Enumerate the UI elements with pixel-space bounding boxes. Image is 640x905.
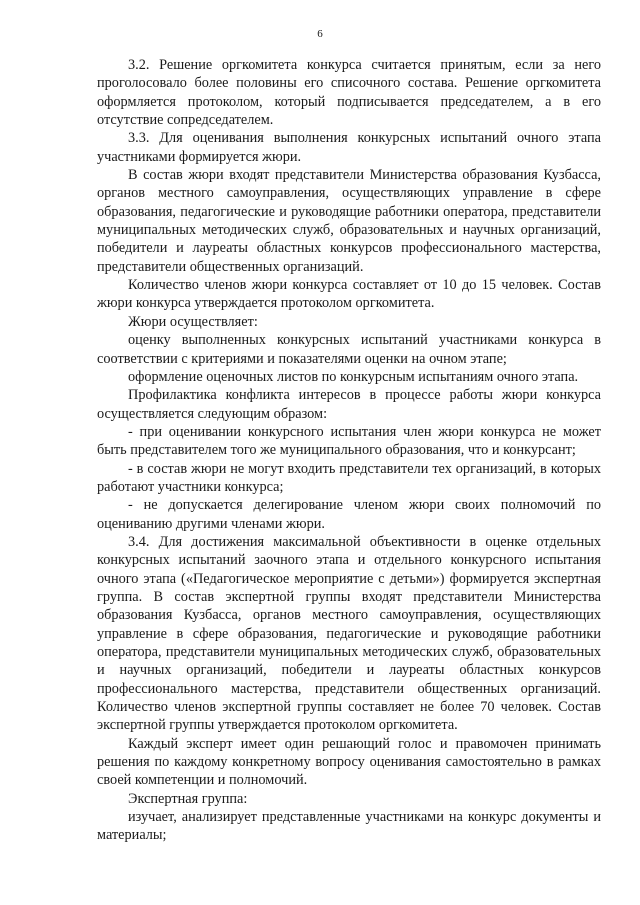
document-body	[97, 56, 601, 845]
paragraph-conflict-prevention: Профилактика конфликта интересов в процессе работы жюри конкурса осуществляется следующим образом:	[97, 387, 601, 422]
paragraph-jury-duty-evaluation: оценку выполненных конкурсных испытаний участниками конкурса в соответствии с критериями и показателями оценки на очном этапе;	[97, 332, 601, 367]
paragraph-expert-group-duty: изучает, анализирует представленные участниками на конкурс документы и материалы;	[97, 809, 601, 844]
paragraph-conflict-rule-1: - при оценивании конкурсного испытания член жюри конкурса не может быть представителем того же муниципального образования, что и конкурсант;	[97, 423, 601, 459]
paragraph-jury-duty-sheets: оформление оценочных листов по конкурсным испытаниям очного этапа.	[128, 368, 579, 385]
page-number: 6	[317, 28, 323, 40]
paragraph-jury-size: Количество членов жюри конкурса составляет от 10 до 15 человек. Состав жюри конкурса утверждается протоколом оргкомитета.	[97, 277, 601, 312]
paragraph-conflict-rule-2: - в состав жюри не могут входить представители тех организаций, в которых работают участники конкурса;	[97, 460, 601, 495]
paragraph-expert-vote: Каждый эксперт имеет один решающий голос и правомочен принимать решения по каждому конкретному вопросу оценивания самостоятельно в рамках своей компетенции и полномочий.	[97, 735, 601, 789]
paragraph-3-2: 3.2. Решение оргкомитета конкурса считается принятым, если за него проголосовало более половины его списочного состава. Решение оргкомитета оформляется протоколом, который подписывается председателем, а в его отсутствие сопредседателем.	[97, 57, 601, 129]
paragraph-3-4: 3.4. Для достижения максимальной объективности в оценке отдельных конкурсных испытаний заочного этапа и отдельного конкурсного испытания очного этапа («Педагогическое мероприятие с детьми») формируется экспертная группа. В состав экспертной группы входят представители Министерства образования Кузбасса, органов местного самоуправления, осуществляющих управление в сфере образования, педагогические и руководящие работники оператора, представители муниципальных методических служб, образовательных и научных организаций, победители и лауреаты областных конкурсов профессионального мастерства, представители общественных организаций. Количество членов экспертной группы составляет не более 70 человек. Состав экспертной группы утверждается протоколом оргкомитета.	[97, 533, 601, 734]
paragraph-expert-group-heading: Экспертная группа:	[128, 790, 248, 807]
paragraph-3-3: 3.3. Для оценивания выполнения конкурсных испытаний очного этапа участниками формируется жюри.	[97, 130, 601, 165]
paragraph-conflict-rule-3: - не допускается делегирование членом жюри своих полномочий по оцениванию другими членами жюри.	[97, 497, 601, 532]
paragraph-jury-duties-heading: Жюри осуществляет:	[128, 313, 258, 330]
paragraph-jury-composition: В состав жюри входят представители Министерства образования Кузбасса, органов местного самоуправления, осуществляющих управление в сфере образования, педагогические и руководящие работники оператора, представители муниципальных методических служб, образовательных и научных организаций, победители и лауреаты областных конкурсов профессионального мастерства, представители общественных организаций.	[97, 167, 601, 275]
